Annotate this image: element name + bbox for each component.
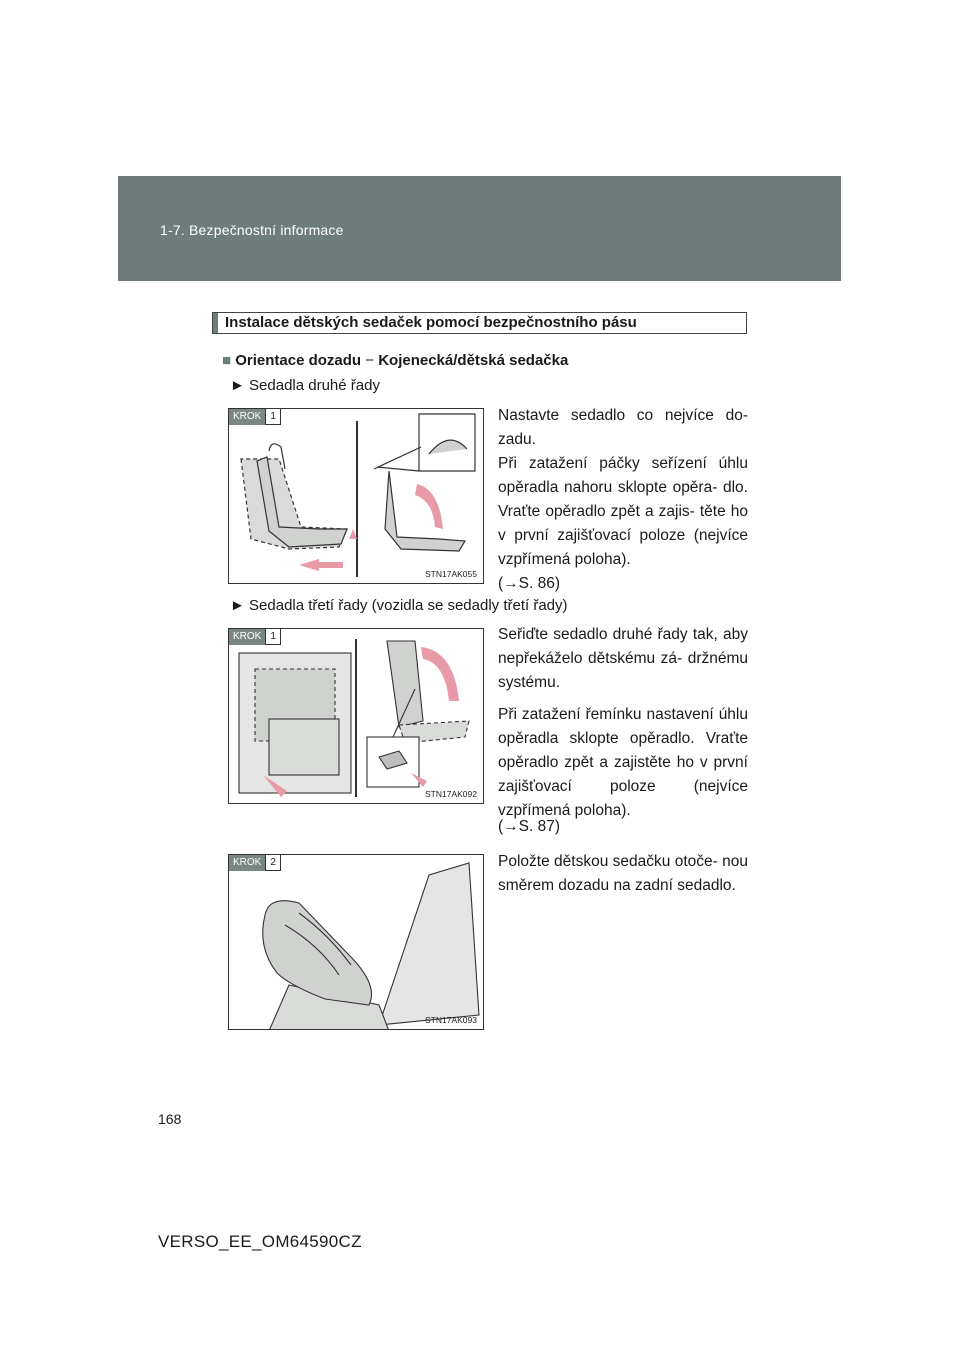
figure-third-row [228, 628, 484, 804]
header-band [118, 176, 841, 281]
chapter-label: 1-7. Bezpečnostní informace [160, 222, 344, 238]
step-badge [229, 409, 281, 425]
list-item [230, 377, 380, 394]
section-title-bar [213, 313, 218, 333]
figure-code: STN17AK093 [425, 1015, 477, 1025]
document-code: VERSO_EE_OM64590CZ [158, 1232, 362, 1251]
step-word: KROK [229, 629, 265, 645]
step-badge [229, 855, 281, 871]
subheading-text-a: Orientace dozadu [235, 352, 366, 369]
step-number: 2 [265, 855, 281, 871]
paragraph-4: Při zatažení řemínku nastavení úhlu opěradla sklopte opěradlo. Vraťte opěradlo zpět a zajistěte ho v první zajišťovací poloze (nejvíce vzpřímená poloha). [498, 706, 748, 819]
triangle-bullet-icon: ► [230, 597, 245, 614]
seat-illustration-icon [229, 409, 484, 584]
paragraph-3: Seřiďte sedadlo druhé řady tak, aby nepřekáželo dětskému zá- držnému systému. [498, 626, 748, 691]
paragraph-5: Položte dětskou sedačku otoče- nou směrem dozadu na zadní sedadlo. [498, 853, 748, 894]
list-item [230, 597, 568, 614]
step-number: 1 [265, 409, 281, 425]
figure-code: STN17AK092 [425, 789, 477, 799]
step-word: KROK [229, 855, 265, 871]
list-item-label: Sedadla druhé řady [249, 377, 380, 394]
subheading-text-b: Kojenecká/dětská sedačka [374, 352, 569, 369]
paragraph-2-ref: (→S. 86) [498, 575, 561, 592]
figure-child-seat [228, 854, 484, 1030]
section-title: Instalace dětských sedaček pomocí bezpečnostního pásu [225, 314, 637, 331]
subheading [222, 352, 568, 369]
paragraph-1: Nastavte sedadlo co nejvíce do- zadu. [498, 407, 748, 448]
section-title-box [212, 312, 747, 334]
figure-code: STN17AK055 [425, 569, 477, 579]
subheading-dash: − [365, 352, 375, 369]
figure-seat-adjust [228, 408, 484, 584]
triangle-bullet-icon: ► [230, 377, 245, 394]
paragraph-2: Při zatažení páčky seřízení úhlu opěradla nahoru sklopte opěra- dlo. Vraťte opěradlo zpět a zajis- těte ho v první zajišťovací poloze (nejvíce vzpřímená poloha). [498, 455, 748, 568]
step-badge [229, 629, 281, 645]
paragraph-4-ref: (→S. 87) [498, 818, 561, 835]
page-number: 168 [158, 1111, 182, 1127]
step-word: KROK [229, 409, 265, 425]
seat-illustration-icon [229, 855, 484, 1030]
list-item-label: Sedadla třetí řady (vozidla se sedadly třetí řady) [249, 597, 568, 614]
square-bullet-icon: ■ [222, 352, 232, 369]
seat-illustration-icon [229, 629, 484, 804]
step-number: 1 [265, 629, 281, 645]
